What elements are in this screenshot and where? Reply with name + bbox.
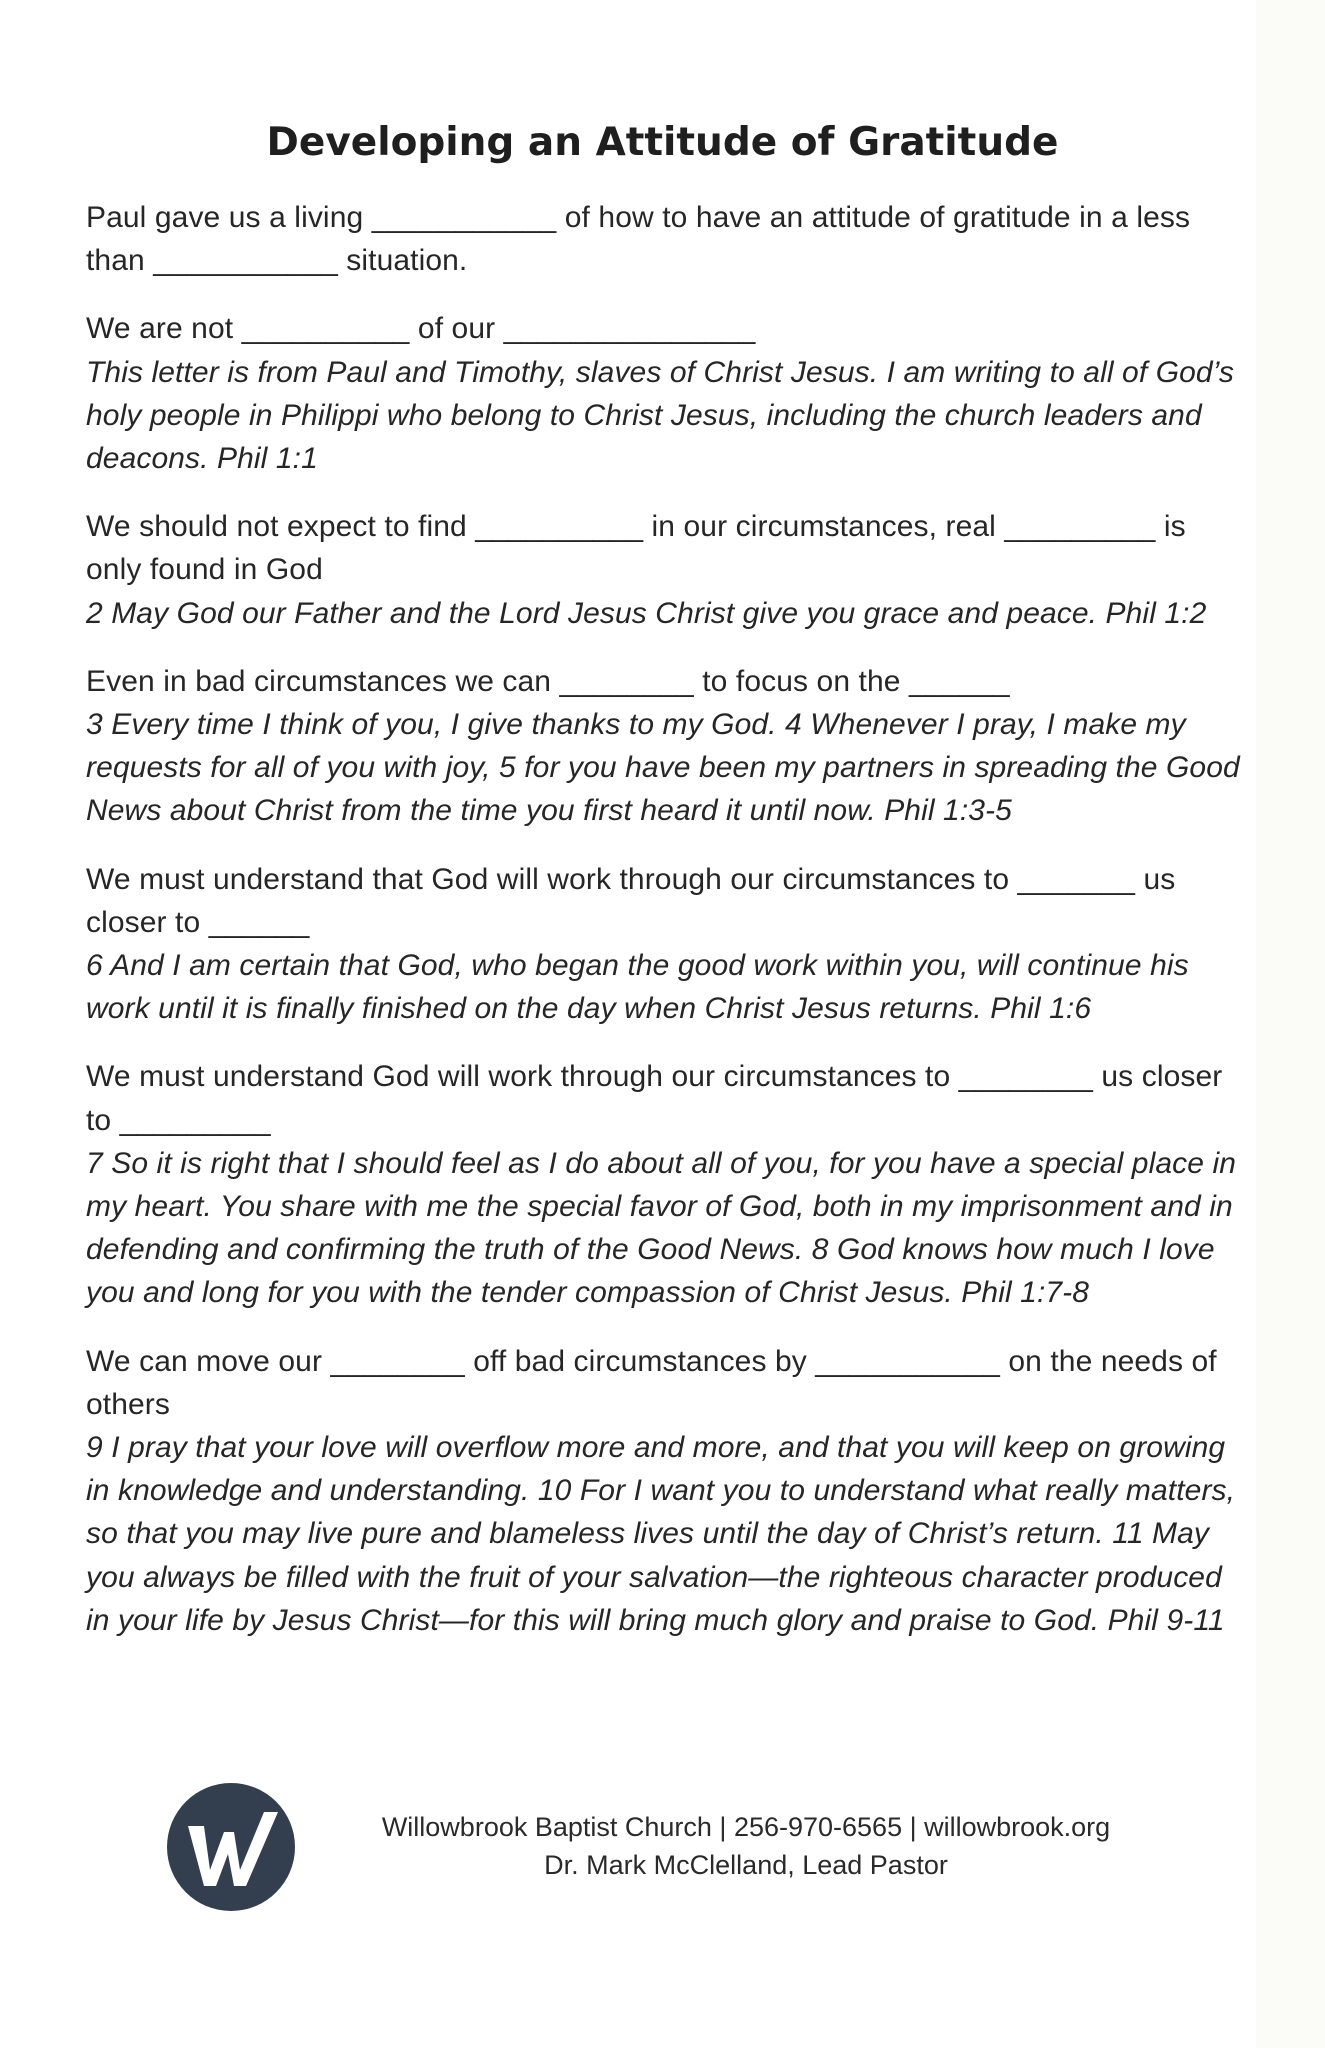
church-footer [166, 1782, 1166, 1922]
note-section-3 [86, 505, 1246, 635]
page-edge [1256, 0, 1325, 2048]
note-section-1 [86, 196, 1246, 282]
scripture-verse: 6 And I am certain that God, who began the good work within you, will continue his work until it is finally finished on the day when Christ Jesus returns. Phil 1:6 [86, 949, 1189, 1026]
church-contact-line: Willowbrook Baptist Church | 256-970-6565 | willowbrook.org [381, 1812, 1111, 1842]
willowbrook-logo-icon [166, 1782, 296, 1912]
fill-in-prompt: We can move our ________ off bad circumstances by ___________ on the needs of others [86, 1344, 1217, 1421]
pastor-line: Dr. Mark McClelland, Lead Pastor [544, 1850, 948, 1880]
fill-in-prompt: We must understand God will work through our circumstances to ________ us closer to _________ [86, 1060, 1223, 1137]
scripture-verse: 3 Every time I think of you, I give thanks to my God. 4 Whenever I pray, I make my requests for all of you with joy, 5 for you have been my partners in spreading the Good News about Christ from the time you first heard it until now. Phil 1:3-5 [86, 708, 1240, 828]
note-section-6 [86, 1055, 1246, 1314]
fill-in-prompt: We are not __________ of our _______________ [86, 312, 756, 346]
scripture-verse: This letter is from Paul and Timothy, slaves of Christ Jesus. I am writing to all of God’s holy people in Philippi who belong to Christ Jesus, including the church leaders and deacons. Phil 1:1 [86, 355, 1235, 476]
scripture-verse: 9 I pray that your love will overflow more and more, and that you will keep on growing in knowledge and understanding. 10 For I want you to understand what really matters, so that you may live pure and blameless lives until the day of Christ’s return. 11 May you always be filled with the fruit of your salvation—the righteous character produced in your life by Jesus Christ—for this will bring much glory and praise to God. Phil 9-11 [86, 1431, 1236, 1637]
scripture-verse: 2 May God our Father and the Lord Jesus Christ give you grace and peace. Phil 1:2 [86, 596, 1207, 630]
fill-in-prompt: We should not expect to find __________ in our circumstances, real _________ is only found in God [86, 510, 1186, 587]
scripture-verse: 7 So it is right that I should feel as I do about all of you, for you have a special place in my heart. You share with me the special favor of God, both in my imprisonment and in defending and confirming the truth of the Good News. 8 God knows how much I love you and long for you with the tender compassion of Christ Jesus. Phil 1:7-8 [86, 1146, 1236, 1310]
sermon-notes [86, 196, 1246, 1667]
note-section-7 [86, 1340, 1246, 1642]
fill-in-prompt: We must understand that God will work through our circumstances to _______ us closer to ______ [86, 862, 1176, 939]
note-section-2 [86, 307, 1246, 480]
fill-in-prompt: Paul gave us a living ___________ of how to have an attitude of gratitude in a less than ___________ situation. [86, 201, 1191, 278]
note-section-4 [86, 660, 1246, 833]
page-title: Developing an Attitude of Gratitude [266, 120, 1059, 165]
note-section-5 [86, 858, 1246, 1031]
fill-in-prompt: Even in bad circumstances we can ________ to focus on the ______ [86, 664, 1010, 698]
footer-contact [316, 1808, 1176, 1884]
